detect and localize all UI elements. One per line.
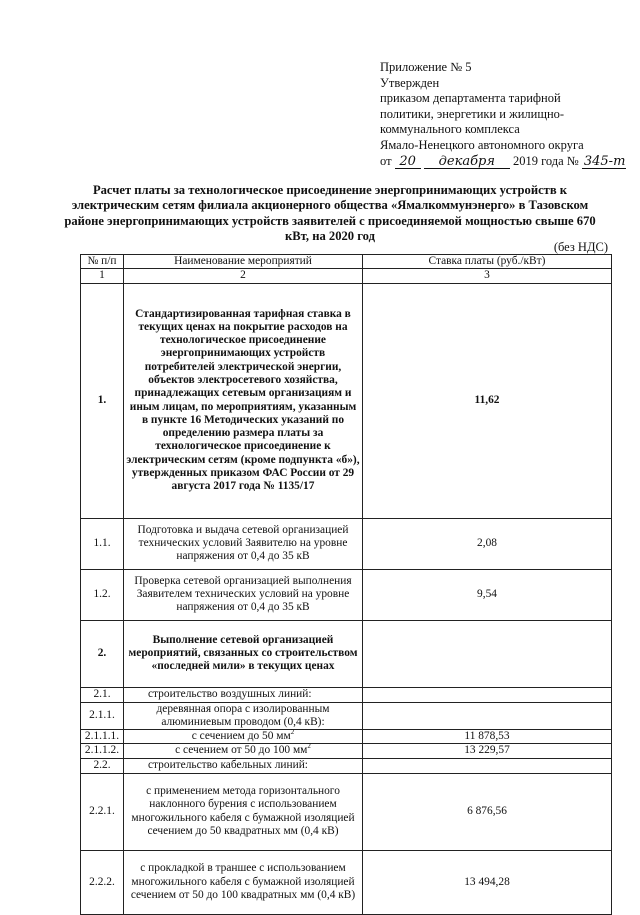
header-cell: № п/п xyxy=(81,255,124,269)
row-number: 2. xyxy=(81,620,124,687)
appendix-line: политики, энергетики и жилищно- xyxy=(380,106,565,121)
table-row xyxy=(81,518,612,569)
table-header-row xyxy=(81,255,612,269)
row-name: Подготовка и выдача сетевой организацией технических условий Заявителю на уровне напряжения от 0,4 до 35 кВ xyxy=(124,518,363,569)
table-row xyxy=(81,758,612,773)
table-row xyxy=(81,730,612,744)
row-name-text: с сечением от 50 до 100 мм xyxy=(175,744,308,757)
appendix-line: Приложение № 5 xyxy=(380,60,472,74)
row-value: 9,54 xyxy=(363,569,612,620)
appendix-line: Ямало-Ненецкого автономного округа xyxy=(380,137,584,152)
row-value: 2,08 xyxy=(363,518,612,569)
row-name: Проверка сетевой организацией выполнения Заявителем технических условий на уровне напряжения от 0,4 до 35 кВ xyxy=(124,569,363,620)
row-name-text: с сечением до 50 мм xyxy=(191,730,291,743)
row-number: 2.1. xyxy=(81,687,124,702)
row-value xyxy=(363,702,612,730)
column-number-cell: 1 xyxy=(81,269,124,283)
row-number: 1.1. xyxy=(81,518,124,569)
row-value xyxy=(363,687,612,702)
row-name: строительство воздушных линий: xyxy=(124,687,363,702)
handwritten-order-number: 345-т xyxy=(583,153,626,169)
table-row xyxy=(81,744,612,758)
superscript: 2 xyxy=(307,742,311,751)
header-cell: Наименование мероприятий xyxy=(124,255,363,269)
row-name: с прокладкой в траншее с использованием многожильного кабеля с бумажной изоляцией сечением от 50 до 100 квадратных мм (0,4 кВ) xyxy=(124,850,363,914)
row-name: строительство кабельных линий: xyxy=(124,758,363,773)
row-name xyxy=(124,730,363,744)
row-value: 13 494,28 xyxy=(363,850,612,914)
row-number: 1.2. xyxy=(81,569,124,620)
row-number: 2.1.1.1. xyxy=(81,730,124,744)
handwritten-month: декабря xyxy=(424,155,510,169)
row-number: 2.1.1. xyxy=(81,702,124,730)
row-number: 1. xyxy=(81,283,124,518)
row-name: деревянная опора с изолированным алюминиевым проводом (0,4 кВ): xyxy=(124,702,363,730)
row-number: 2.2. xyxy=(81,758,124,773)
row-value: 13 229,57 xyxy=(363,744,612,758)
column-number-cell: 2 xyxy=(124,269,363,283)
table-row xyxy=(81,283,612,518)
document-title: Расчет платы за технологическое присоединение энергопринимающих устройств к электрическим сетям филиала акционерного общества «Ямалкоммунэнерго» в Тазовском районе энергопринимающих устройств заявителей с присоединяемой мощностью свыше 670 кВт, на 2020 год xyxy=(64,183,596,244)
appendix-header xyxy=(380,60,630,169)
row-value: 11,62 xyxy=(363,283,612,518)
row-number: 2.2.2. xyxy=(81,850,124,914)
appendix-line: Утвержден xyxy=(380,75,440,90)
handwritten-day: 20 xyxy=(395,155,421,169)
table-row xyxy=(81,687,612,702)
header-cell: Ставка платы (руб./кВт) xyxy=(363,255,612,269)
table-row xyxy=(81,773,612,850)
row-name: Выполнение сетевой организацией мероприятий, связанных со строительством «последней мили» в текущих ценах xyxy=(124,620,363,687)
appendix-line: коммунального комплекса xyxy=(380,122,520,137)
row-name xyxy=(124,744,363,758)
tariff-table xyxy=(80,254,612,915)
year-text: 2019 года № xyxy=(512,153,579,168)
table-row xyxy=(81,620,612,687)
appendix-date-line xyxy=(380,154,630,170)
table-row xyxy=(81,702,612,730)
table-row xyxy=(81,569,612,620)
column-number-cell: 3 xyxy=(363,269,612,283)
table-column-number-row xyxy=(81,269,612,283)
row-value xyxy=(363,758,612,773)
superscript: 2 xyxy=(290,728,295,737)
row-number: 2.1.1.2. xyxy=(81,744,124,758)
vat-note: (без НДС) xyxy=(553,240,608,254)
row-value: 6 876,56 xyxy=(363,773,612,850)
row-value xyxy=(363,620,612,687)
row-value: 11 878,53 xyxy=(363,730,612,744)
appendix-line: приказом департамента тарифной xyxy=(380,91,561,106)
row-name: Стандартизированная тарифная ставка в текущих ценах на покрытие расходов на технологическое присоединение энергопринимающих устройств потребителей электрической энергии, объектов электросетевого хозяйства, принадлежащих сетевым организациям и иным лицам, по мероприятиям, указанным в пункте 16 Методических указаний по определению размера платы за технологическое присоединение к электрическим сетям (кроме подпункта «б»), утвержденных приказом ФАС России от 29 августа 2017 года № 1135/17 xyxy=(124,283,363,518)
row-number: 2.2.1. xyxy=(81,773,124,850)
row-name: с применением метода горизонтального наклонного бурения с использованием многожильного кабеля с бумажной изоляцией сечением до 50 квадратных мм (0,4 кВ) xyxy=(124,773,363,850)
date-prefix: от xyxy=(380,153,392,168)
